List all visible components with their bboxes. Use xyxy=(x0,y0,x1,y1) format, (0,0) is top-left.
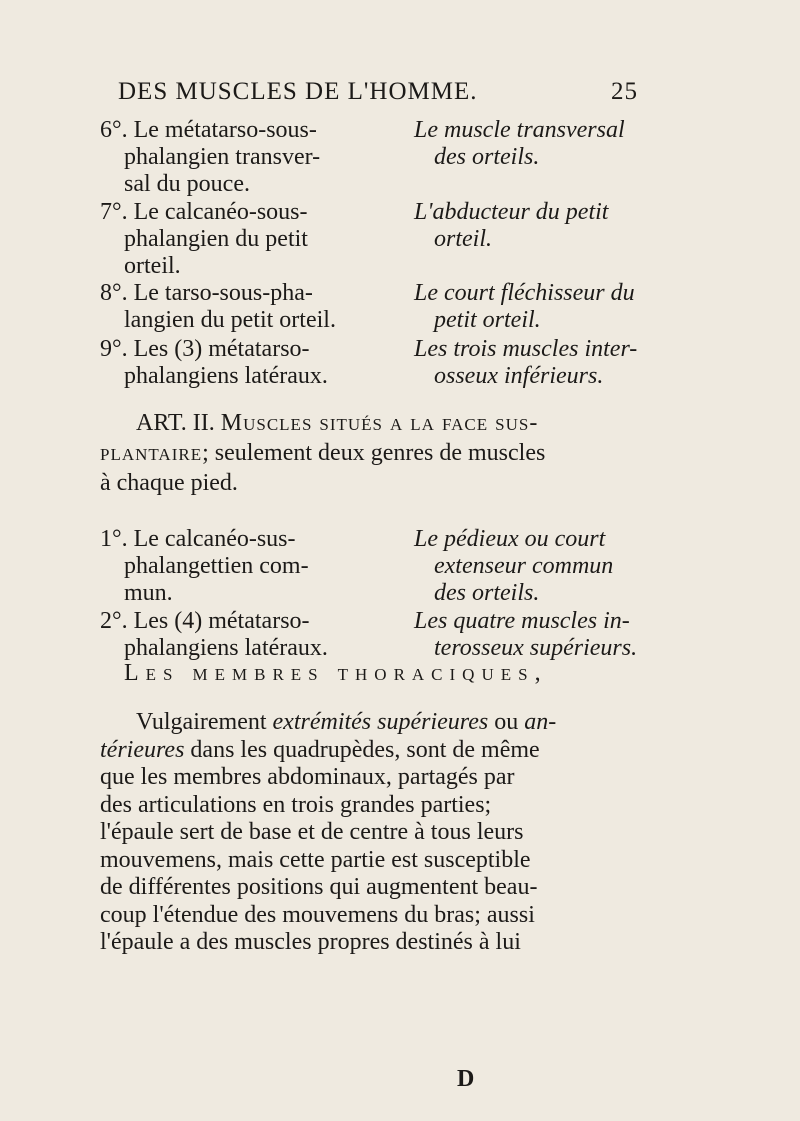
entry-left-text: 1°. Le calcanéo-sus- phalangettien com- mun. xyxy=(100,526,309,606)
entry-right-text: Le pédieux ou court extenseur commun des orteils. xyxy=(414,526,614,606)
running-header xyxy=(118,78,638,112)
entry-right-text: Les trois muscles inter- osseux inférieurs. xyxy=(414,336,638,389)
entry-left-text: 2°. Les (4) métatarso- phalangiens latéraux. xyxy=(100,608,328,661)
body-paragraph: Vulgairement extrémités supérieures ou an- térieures dans les quadrupèdes, sont de même que les membres abdominaux, partagés par des articulations en trois grandes parties; l'épaule sert de base et de centre à tous leurs mouvemens, mais cette partie est susceptible de différentes positions qui augmentent beau- coup l'étendue des mouvemens du bras; aussi l'épaule a des muscles propres destinés à lui xyxy=(100,709,557,955)
entry-right-text: Le muscle transversal des orteils. xyxy=(414,117,625,170)
entry-left-text: 6°. Le métatarso-sous- phalangien transver- sal du pouce. xyxy=(100,117,321,197)
running-title: DES MUSCLES DE L'HOMME. xyxy=(118,78,478,105)
entry-right-text: Les quatre muscles in- terosseux supérieurs. xyxy=(414,608,638,661)
page-number: 25 xyxy=(611,78,638,105)
entry-left-text: 9°. Les (3) métatarso- phalangiens latéraux. xyxy=(100,336,328,389)
entry-left-text: 7°. Le calcanéo-sous- phalangien du petit orteil. xyxy=(100,199,308,279)
article-title: Muscles situés a la face sus- xyxy=(220,410,539,436)
entry-right-text: Le court fléchisseur du petit orteil. xyxy=(414,280,635,333)
article-label: ART. II. xyxy=(136,410,215,436)
section-heading: Les membres thoraciques, xyxy=(124,660,548,686)
article-heading: ART. II. Muscles situés a la face sus- plantaire; seulement deux genres de muscles à chaque pied. xyxy=(100,410,546,496)
signature-mark: D xyxy=(457,1066,475,1092)
entry-left-text: 8°. Le tarso-sous-pha- langien du petit orteil. xyxy=(100,280,336,333)
article-title-continued: plantaire xyxy=(100,440,203,466)
entry-right-text: L'abducteur du petit orteil. xyxy=(414,199,609,252)
